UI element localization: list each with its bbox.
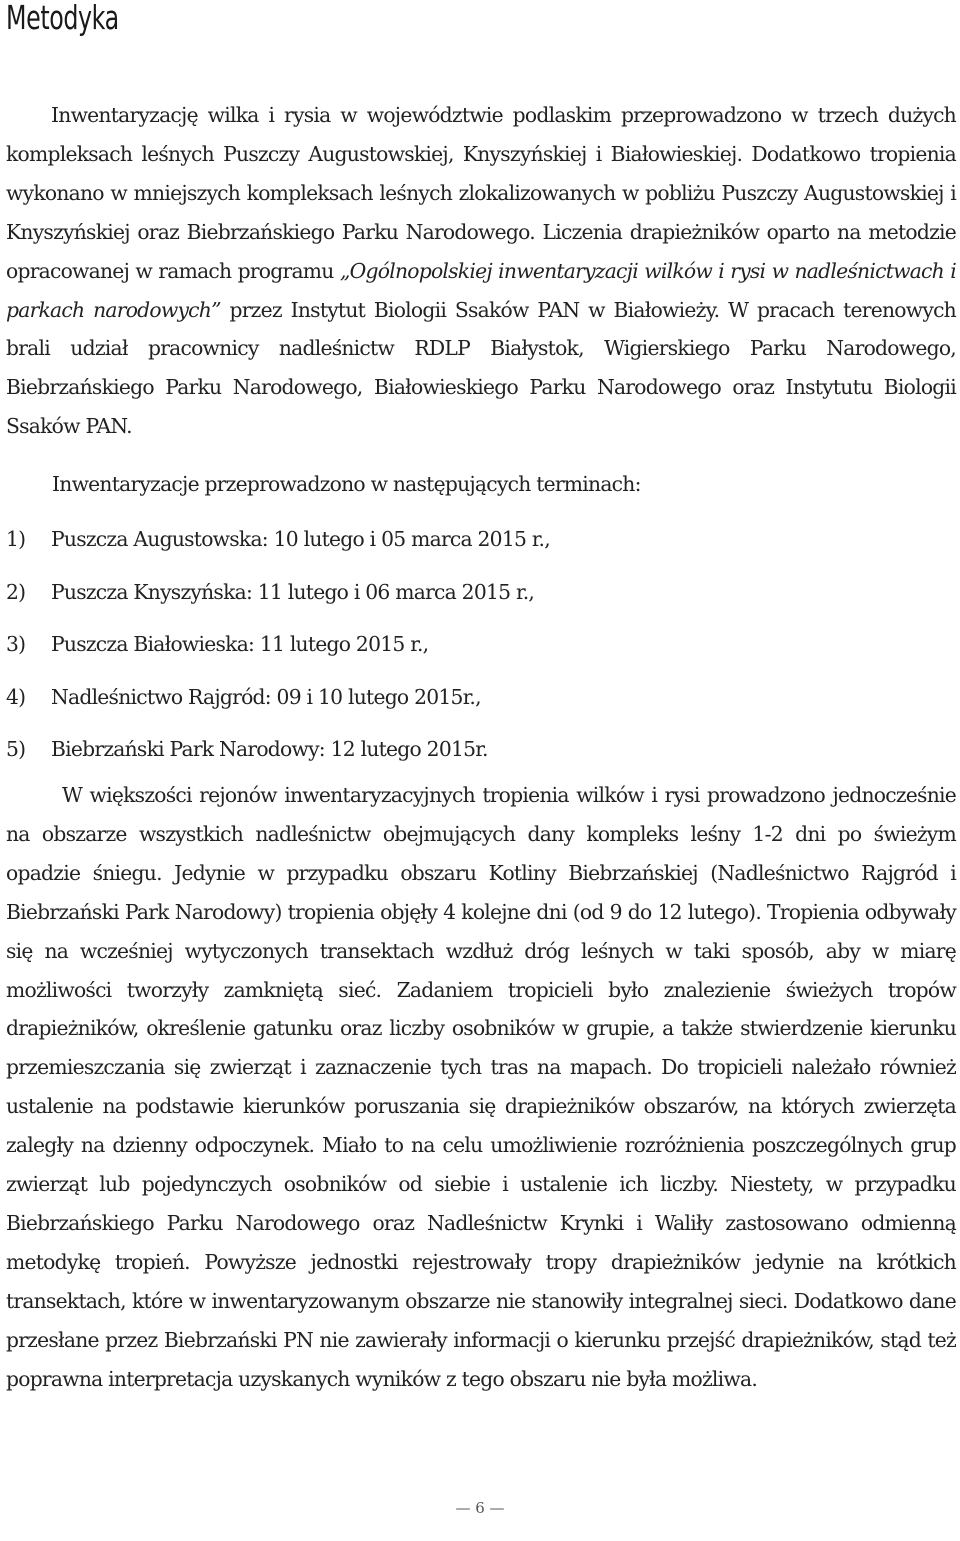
schedule-list (6, 515, 550, 778)
schedule-item-number: 4) (6, 684, 26, 709)
paragraph-1-text-start: Inwentaryzację wilka i rysia w województwie podlaskim przeprowadzono w trzech dużych kompleksach leśnych Puszczy Augustowskiej, Knyszyńskiej i Białowieskiej. Dodatkowo tropienia wykonano w mniejszych kompleksach leśnych zlokalizowanych w pobliżu Puszczy Augustowskiej i Knyszyńskiej oraz Biebrzańskiego Parku Narodowego. Liczenia drapieżników oparto na metodzie opracowanej w ramach programu (6, 103, 956, 283)
section-heading: Metodyka (6, 0, 119, 37)
page-number: — 6 — (455, 1499, 505, 1517)
schedule-item-text: Puszcza Białowieska: 11 lutego 2015 r., (51, 632, 429, 656)
schedule-item-number: 2) (6, 579, 26, 604)
schedule-item-number: 3) (6, 632, 26, 656)
methodology-paragraph-1 (6, 96, 956, 446)
schedule-item-number: 5) (6, 737, 26, 761)
schedule-item (6, 568, 550, 621)
methodology-paragraph-2 (6, 776, 956, 1399)
schedule-item (6, 725, 550, 778)
schedule-item (6, 673, 550, 726)
schedule-item-number: 1) (6, 527, 26, 551)
program-name-italic: „Ogólnopolskiej inwentaryzacji wilków i rysi w nadleśnictwach i parkach narodowych” (6, 258, 956, 322)
schedule-item (6, 620, 550, 673)
schedule-item-text: Puszcza Augustowska: 10 lutego i 05 marca 2015 r., (51, 527, 550, 551)
schedule-intro: Inwentaryzacje przeprowadzono w następujących terminach: (52, 472, 641, 496)
schedule-item-text: Puszcza Knyszyńska: 11 lutego i 06 marca 2015 r., (51, 579, 535, 604)
paragraph-1-text-end: przez Instytut Biologii Ssaków PAN w Białowieży. W pracach terenowych brali udział pracownicy nadleśnictw RDLP Białystok, Wigierskiego Parku Narodowego, Biebrzańskiego Parku Narodowego, Białowieskiego Parku Narodowego oraz Instytutu Biologii Ssaków PAN. (6, 297, 956, 439)
paragraph-2-text: W większości rejonów inwentaryzacyjnych tropienia wilków i rysi prowadzono jednocześnie na obszarze wszystkich nadleśnictw obejmujących dany kompleks leśny 1-2 dni po świeżym opadzie śniegu. Jedynie w przypadku obszaru Kotliny Biebrzańskiej (Nadleśnictwo Rajgród i Biebrzański Park Narodowy) tropienia objęły 4 kolejne dni (od 9 do 12 lutego). Tropienia odbywały się na wcześniej wytyczonych transektach wzdłuż dróg leśnych w taki sposób, aby w miarę możliwości tworzyły zamkniętą sieć. Zadaniem tropicieli było znalezienie świeżych tropów drapieżników, określenie gatunku oraz liczby osobników w grupie, a także stwierdzenie kierunku przemieszczania się zwierząt i zaznaczenie tych tras na mapach. Do tropicieli należało również ustalenie na podstawie kierunków poruszania się drapieżników obszarów, na których zwierzęta zaległy na dzienny odpoczynek. Miało to na celu umożliwienie rozróżnienia poszczególnych grup zwierząt lub pojedynczych osobników od siebie i ustalenie ich liczby. Niestety, w przypadku Biebrzańskiego Parku Narodowego oraz Nadleśnictw Krynki i Waliły zastosowano odmienną metodykę tropień. Powyższe jednostki rejestrowały tropy drapieżników jedynie na krótkich transektach, które w inwentaryzowanym obszarze nie stanowiły integralnej sieci. Dodatkowo dane przesłane przez Biebrzański PN nie zawierały informacji o kierunku przejść drapieżników, stąd też poprawna interpretacja uzyskanych wyników z tego obszaru nie była możliwa. (6, 783, 956, 1391)
schedule-item (6, 515, 550, 568)
schedule-item-text: Nadleśnictwo Rajgród: 09 i 10 lutego 2015r., (51, 684, 481, 709)
schedule-item-text: Biebrzański Park Narodowy: 12 lutego 2015r. (51, 737, 488, 761)
